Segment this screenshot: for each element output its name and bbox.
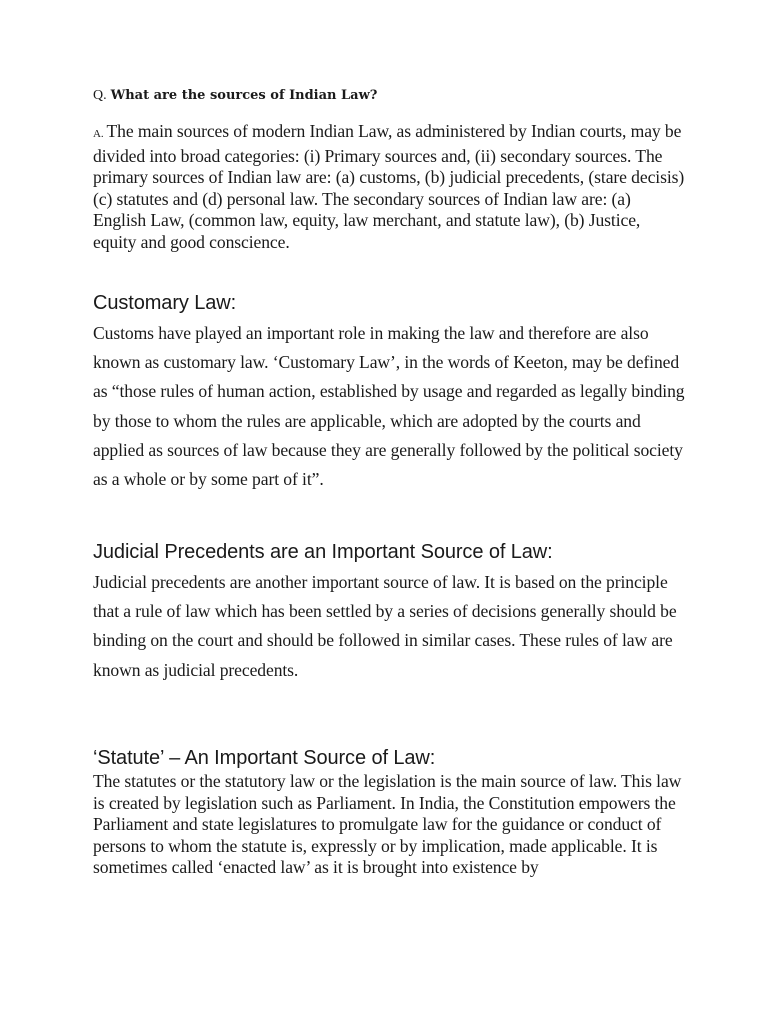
section-heading-customary-law: Customary Law: xyxy=(93,292,237,314)
section-body-statute: The statutes or the statutory law or the legislation is the main source of law. This law is created by legislation such as Parliament. In India, the Constitution empowers the Parliament and state legislatures to promulgate law for the guidance or conduct of persons to whom the statute is, expressly or by implication, made applicable. It is sometimes called ‘enacted law’ as it is brought into existence by xyxy=(93,771,682,878)
section-heading-statute: ‘Statute’ – An Important Source of Law: xyxy=(93,747,436,769)
answer-text: The main sources of modern Indian Law, as administered by Indian courts, may be divided into broad categories: (i) Primary sources and, (ii) secondary sources. The primary sources of Indian law are: (a) customs, (b) judicial precedents, (stare decisis) (c) statutes and (d) personal law. The secondary sources of Indian law are: (a) English Law, (common law, equity, law merchant, and statute law), (b) Justice, equity and good conscience. xyxy=(93,121,685,252)
question-prefix: Q. xyxy=(93,88,107,103)
question-text: What are the sources of Indian Law? xyxy=(110,88,378,103)
section-heading-judicial-precedents: Judicial Precedents are an Important Source of Law: xyxy=(93,541,553,563)
answer-paragraph xyxy=(93,121,685,254)
question-line xyxy=(93,87,377,105)
section-body-judicial-precedents: Judicial precedents are another important source of law. It is based on the principle that a rule of law which has been settled by a series of decisions generally should be binding on the court and should be followed in similar cases. These rules of law are known as judicial precedents. xyxy=(93,572,677,680)
answer-prefix: A. xyxy=(93,128,104,140)
section-body-customary-law: Customs have played an important role in making the law and therefore are also known as customary law. ‘Customary Law’, in the words of Keeton, may be defined as “those rules of human action, established by usage and regarded as legally binding by those to whom the rules are applicable, which are adopted by the courts and applied as sources of law because they are generally followed by the political society as a whole or by some part of it”. xyxy=(93,323,685,490)
